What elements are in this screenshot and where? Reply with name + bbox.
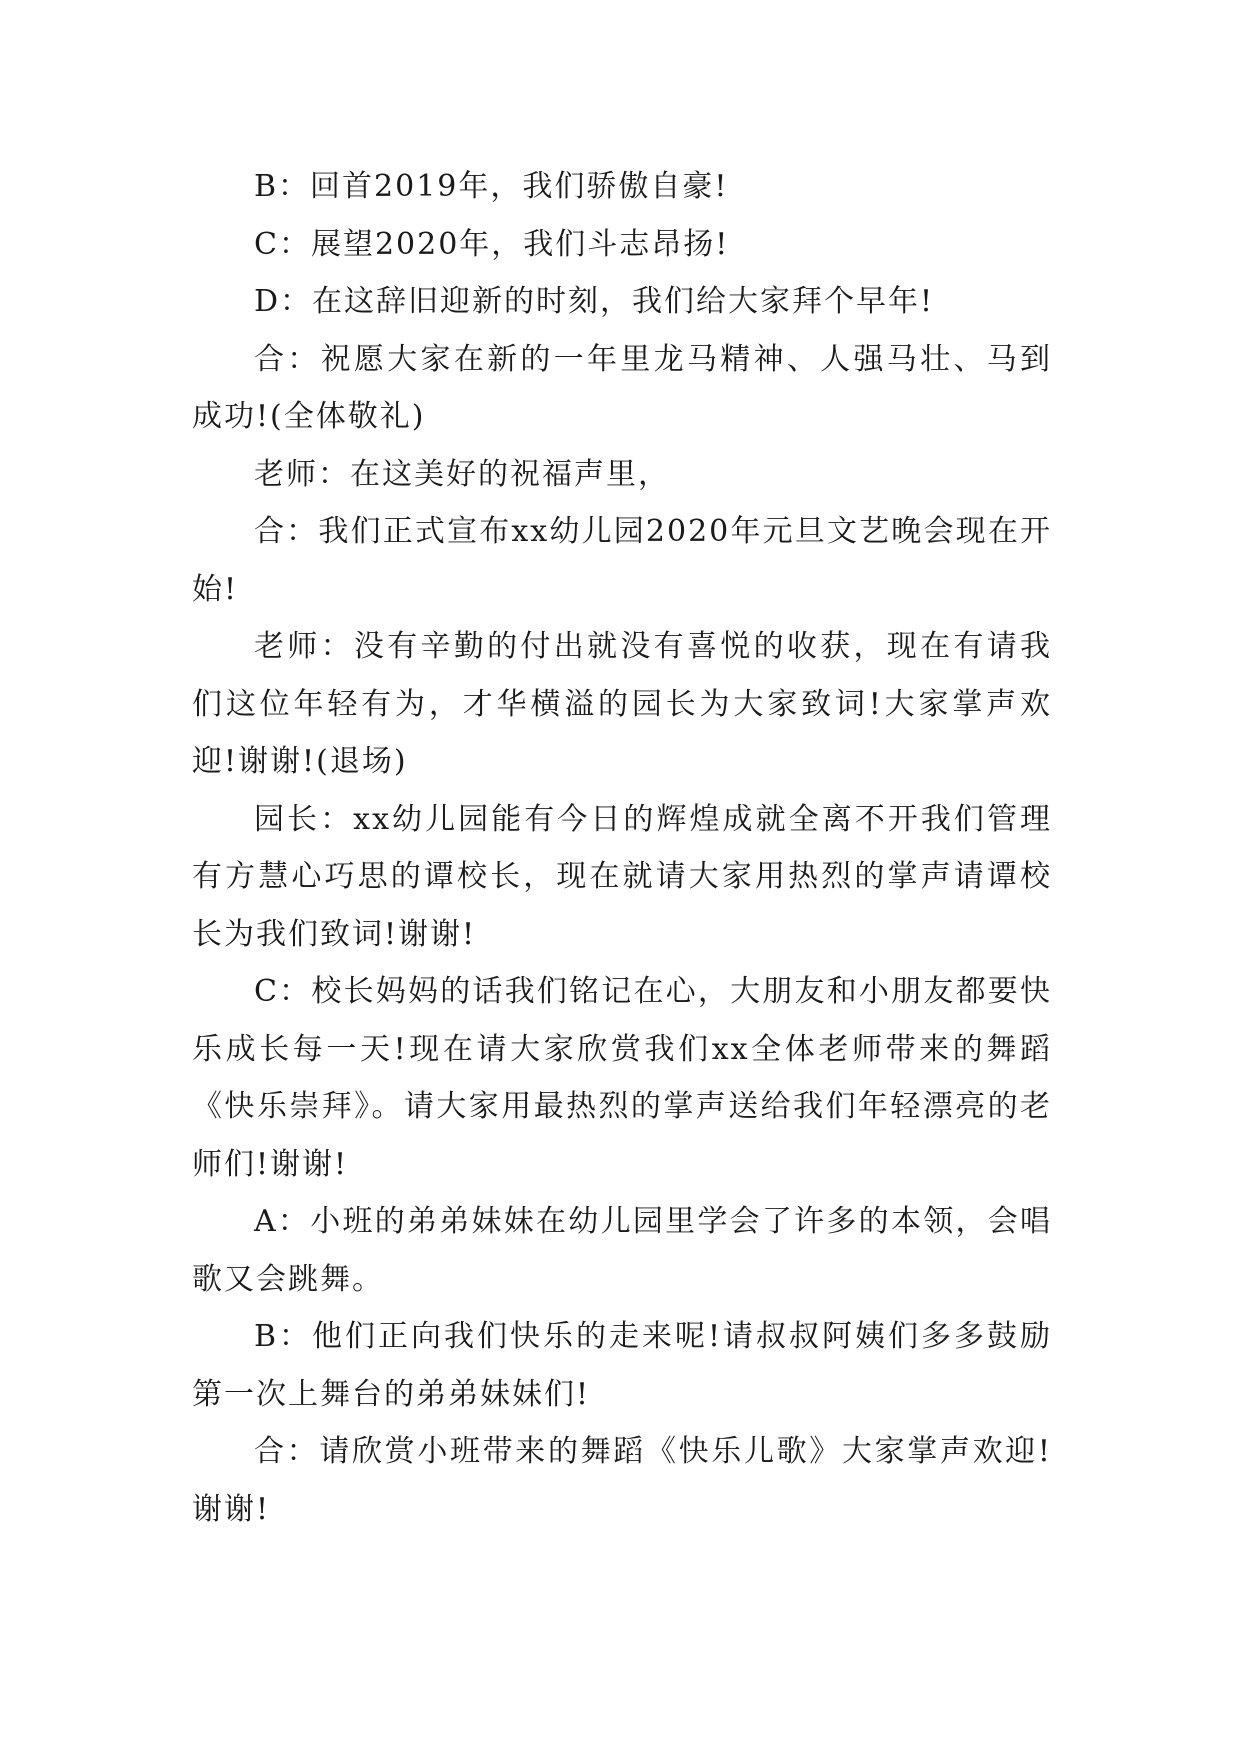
paragraph: 合：祝愿大家在新的一年里龙马精神、人强马壮、马到成功!(全体敬礼) xyxy=(192,341,1052,434)
paragraph: 老师：没有辛勤的付出就没有喜悦的收获，现在有请我们这位年轻有为，才华横溢的园长为大家致词!大家掌声欢迎!谢谢!(退场) xyxy=(192,629,1052,779)
paragraph: C：校长妈妈的话我们铭记在心，大朋友和小朋友都要快乐成长每一天!现在请大家欣赏我们xx全体老师带来的舞蹈《快乐崇拜》。请大家用最热烈的掌声送给我们年轻漂亮的老师们!谢谢! xyxy=(192,974,1052,1182)
paragraph: A：小班的弟弟妹妹在幼儿园里学会了许多的本领，会唱歌又会跳舞。 xyxy=(192,1204,1052,1297)
paragraph: 老师：在这美好的祝福声里， xyxy=(254,456,670,492)
paragraph: C：展望2020年，我们斗志昂扬! xyxy=(254,226,730,262)
paragraph: 合：请欣赏小班带来的舞蹈《快乐儿歌》大家掌声欢迎!谢谢! xyxy=(192,1434,1052,1527)
paragraph: B：回首2019年，我们骄傲自豪! xyxy=(254,169,729,204)
document-body xyxy=(192,158,1052,1538)
paragraph: B：他们正向我们快乐的走来呢!请叔叔阿姨们多多鼓励第一次上舞台的弟弟妹妹们! xyxy=(192,1319,1052,1412)
paragraph: D：在这辞旧迎新的时刻，我们给大家拜个早年! xyxy=(254,284,935,319)
paragraph: 合：我们正式宣布xx幼儿园2020年元旦文艺晚会现在开始! xyxy=(192,514,1052,607)
paragraph: 园长：xx幼儿园能有今日的辉煌成就全离不开我们管理有方慧心巧思的谭校长，现在就请大家用热烈的掌声请谭校长为我们致词!谢谢! xyxy=(192,801,1052,952)
